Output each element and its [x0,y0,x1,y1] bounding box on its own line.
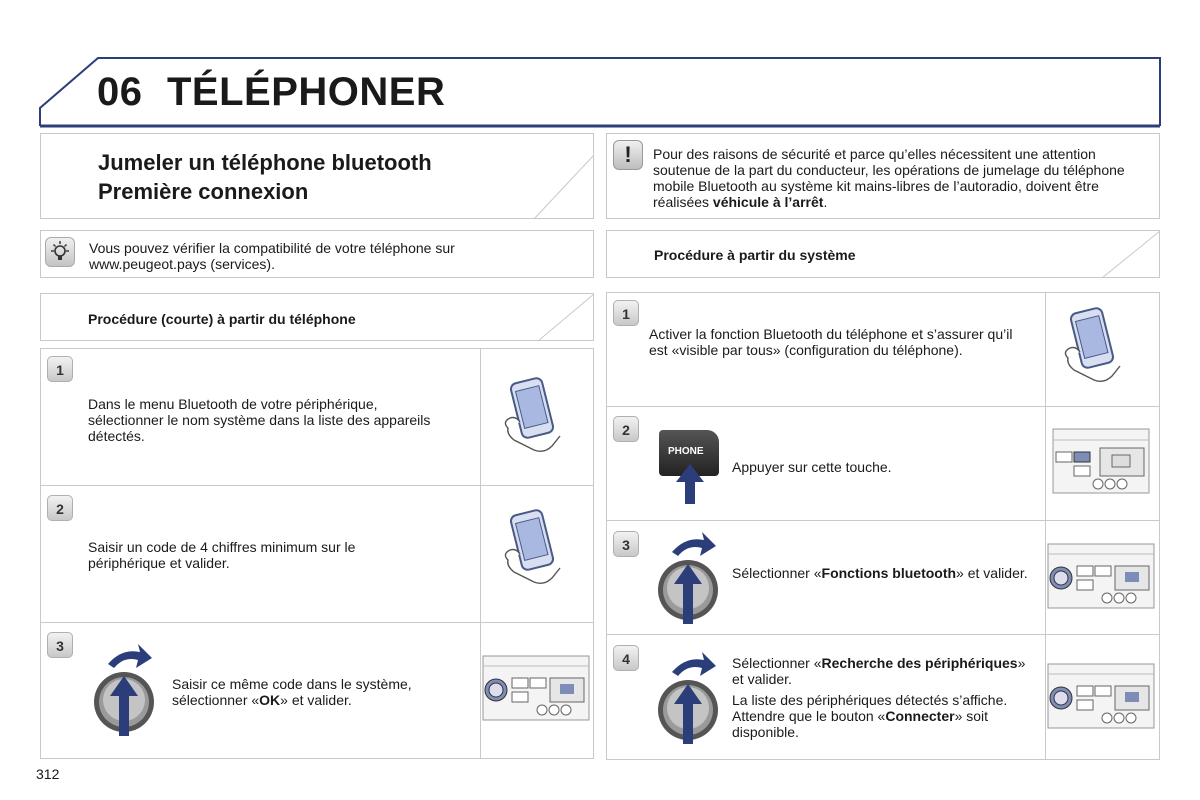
left-procedure-title: Procédure (courte) à partir du téléphone [88,311,356,327]
page-number: 312 [36,766,60,782]
right-step-4-text: Sélectionner «Recherche des périphériques» et valider. [732,655,1026,687]
left-step-3-badge: 3 [47,632,73,658]
section-title-corner [530,155,596,221]
phone-icon [500,508,580,588]
left-step-2-text: Saisir un code de 4 chiffres minimum sur le périphérique et valider. [88,539,356,571]
rotary-knob-icon [656,530,726,626]
radio-panel-icon [482,654,592,722]
phone-key-label: PHONE [668,446,704,457]
right-step-3-badge: 3 [613,531,639,557]
right-step-4-badge: 4 [613,645,639,671]
left-title-corner [536,293,596,343]
rotary-knob-icon [92,642,162,738]
left-step-1-badge: 1 [47,356,73,382]
lightbulb-icon [45,237,75,267]
warning-text: Pour des raisons de sécurité et parce qu’elles nécessitent une attention soutenue de la part du conducteur, les opérations de jumelage du téléphone mobile Bluetooth au système kit mains-libres de l’autoradio, doivent être réalisées véhicule à l’arrêt. [653,146,1125,210]
right-step-2-text: Appuyer sur cette touche. [732,459,892,475]
phone-icon [1060,306,1140,386]
arrow-up-icon [674,462,706,506]
radio-panel-icon [1047,542,1157,610]
left-step-2-badge: 2 [47,495,73,521]
section-title-panel [40,133,594,219]
chapter-number: 06 [97,70,143,114]
phone-icon [500,376,580,456]
exclamation-icon: ! [613,140,643,170]
radio-panel-icon [1047,662,1157,730]
tip-text: Vous pouvez vérifier la compatibilité de votre téléphone sur www.peugeot.pays (services). [89,240,455,272]
right-procedure-title: Procédure à partir du système [654,247,856,263]
right-step-1-badge: 1 [613,300,639,326]
right-step-2-badge: 2 [613,416,639,442]
right-procedure-title-panel [606,230,1160,278]
radio-panel-phone-icon [1052,428,1152,496]
right-step-4-extra-text: La liste des périphériques détectés s’affiche. Attendre que le bouton «Connecter» soit disponible. [732,692,1008,740]
right-title-corner [1100,230,1162,280]
chapter-title: TÉLÉPHONER [167,70,446,114]
right-step-3-text: Sélectionner «Fonctions bluetooth» et valider. [732,565,1028,581]
left-step-1-text: Dans le menu Bluetooth de votre périphérique, sélectionner le nom système dans la liste des appareils détectés. [88,396,431,444]
section-title-line1: Jumeler un téléphone bluetooth [98,150,432,175]
left-procedure-title-panel [40,293,594,341]
right-step-1-text: Activer la fonction Bluetooth du téléphone et s’assurer qu’il est «visible par tous» (configuration du téléphone). [649,326,1013,358]
section-title-line2: Première connexion [98,179,309,204]
left-step-3-text: Saisir ce même code dans le système, sélectionner «OK» et valider. [172,676,412,708]
tip-panel [40,230,594,278]
rotary-knob-icon [656,650,726,746]
warning-panel [606,133,1160,219]
